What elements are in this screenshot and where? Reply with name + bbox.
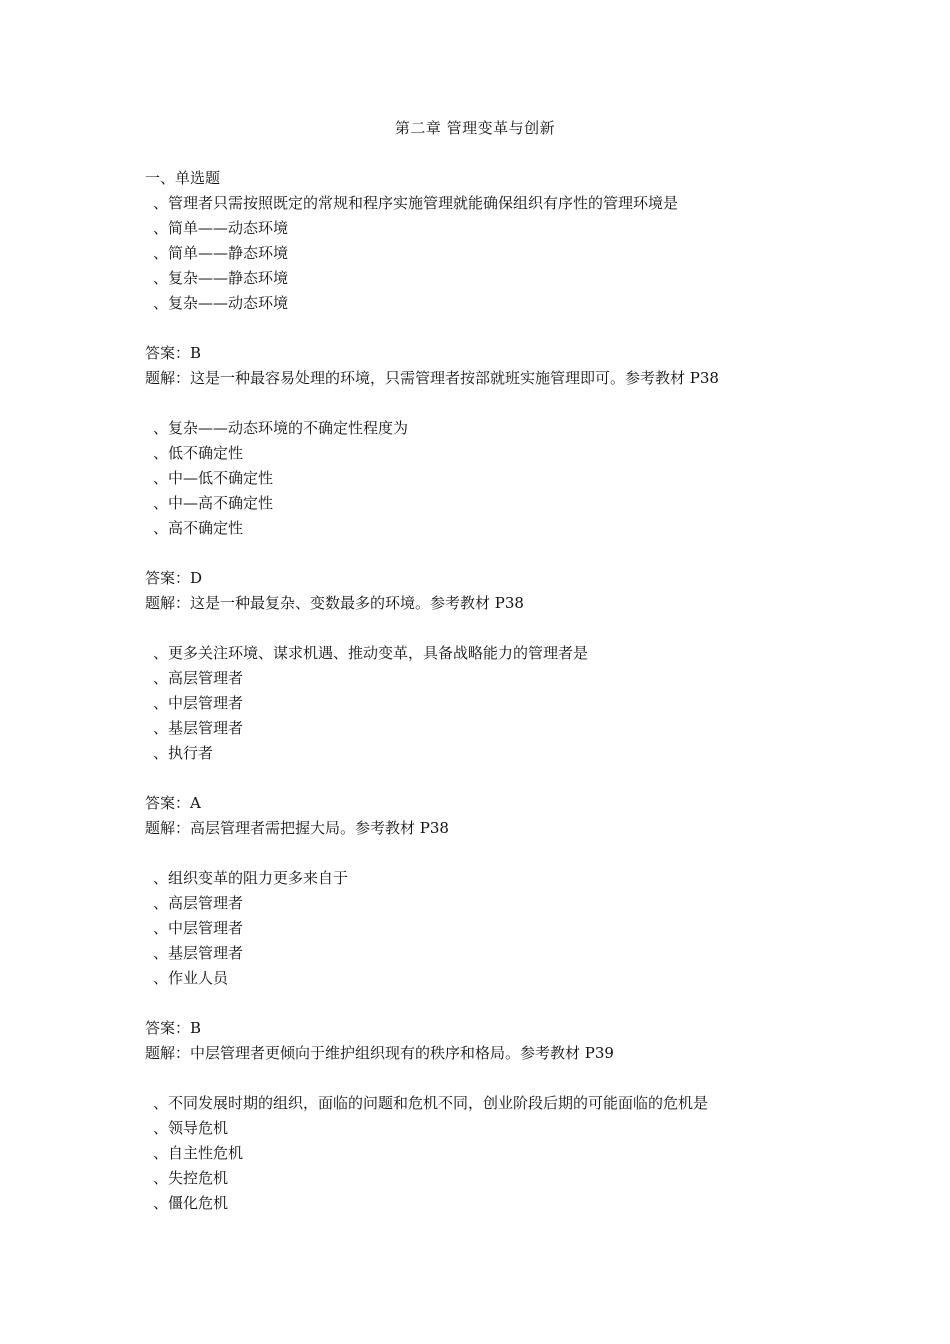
option-d: 、作业人员	[153, 969, 229, 987]
answer-line: 答案：B	[145, 1019, 202, 1037]
spacer	[145, 991, 845, 1016]
question-stem: 、组织变革的阻力更多来自于	[153, 869, 349, 887]
spacer	[145, 766, 845, 791]
option-a: 、高层管理者	[153, 894, 244, 912]
option-c: 、基层管理者	[153, 719, 244, 737]
spacer	[145, 391, 845, 416]
question-stem: 、复杂——动态环境的不确定性程度为	[153, 419, 409, 437]
option-c: 、失控危机	[153, 1169, 229, 1187]
spacer	[145, 541, 845, 566]
option-c: 、中—高不确定性	[153, 494, 274, 512]
option-d: 、僵化危机	[153, 1194, 229, 1212]
option-d: 、高不确定性	[153, 519, 244, 537]
option-a: 、领导危机	[153, 1119, 229, 1137]
option-c: 、基层管理者	[153, 944, 244, 962]
spacer	[145, 616, 845, 641]
explanation-line: 题解：这是一种最复杂、变数最多的环境。参考教材 P38	[145, 594, 524, 612]
spacer	[145, 316, 845, 341]
spacer	[145, 1066, 845, 1091]
explanation-line: 题解：高层管理者需把握大局。参考教材 P38	[145, 819, 449, 837]
option-a: 、低不确定性	[153, 444, 244, 462]
answer-line: 答案：D	[145, 569, 203, 587]
question-stem: 、不同发展时期的组织，面临的问题和危机不同，创业阶段后期的可能面临的危机是	[153, 1094, 709, 1112]
page-title: 第二章 管理变革与创新	[394, 119, 556, 137]
option-c: 、复杂——静态环境	[153, 269, 289, 287]
document-body	[145, 166, 845, 1216]
option-b: 、自主性危机	[153, 1144, 244, 1162]
answer-line: 答案：B	[145, 344, 202, 362]
spacer	[145, 841, 845, 866]
question-stem: 、管理者只需按照既定的常规和程序实施管理就能确保组织有序性的管理环境是	[153, 194, 679, 212]
explanation-line: 题解：中层管理者更倾向于维护组织现有的秩序和格局。参考教材 P39	[145, 1044, 614, 1062]
explanation-line: 题解：这是一种最容易处理的环境，只需管理者按部就班实施管理即可。参考教材 P38	[145, 369, 719, 387]
option-d: 、复杂——动态环境	[153, 294, 289, 312]
option-b: 、中—低不确定性	[153, 469, 274, 487]
question-stem: 、更多关注环境、谋求机遇、推动变革，具备战略能力的管理者是	[153, 644, 589, 662]
option-a: 、高层管理者	[153, 669, 244, 687]
option-b: 、中层管理者	[153, 694, 244, 712]
option-b: 、中层管理者	[153, 919, 244, 937]
option-d: 、执行者	[153, 744, 214, 762]
section-heading: 一、单选题	[145, 169, 221, 187]
option-a: 、简单——动态环境	[153, 219, 289, 237]
option-b: 、简单——静态环境	[153, 244, 289, 262]
answer-line: 答案：A	[145, 794, 201, 812]
